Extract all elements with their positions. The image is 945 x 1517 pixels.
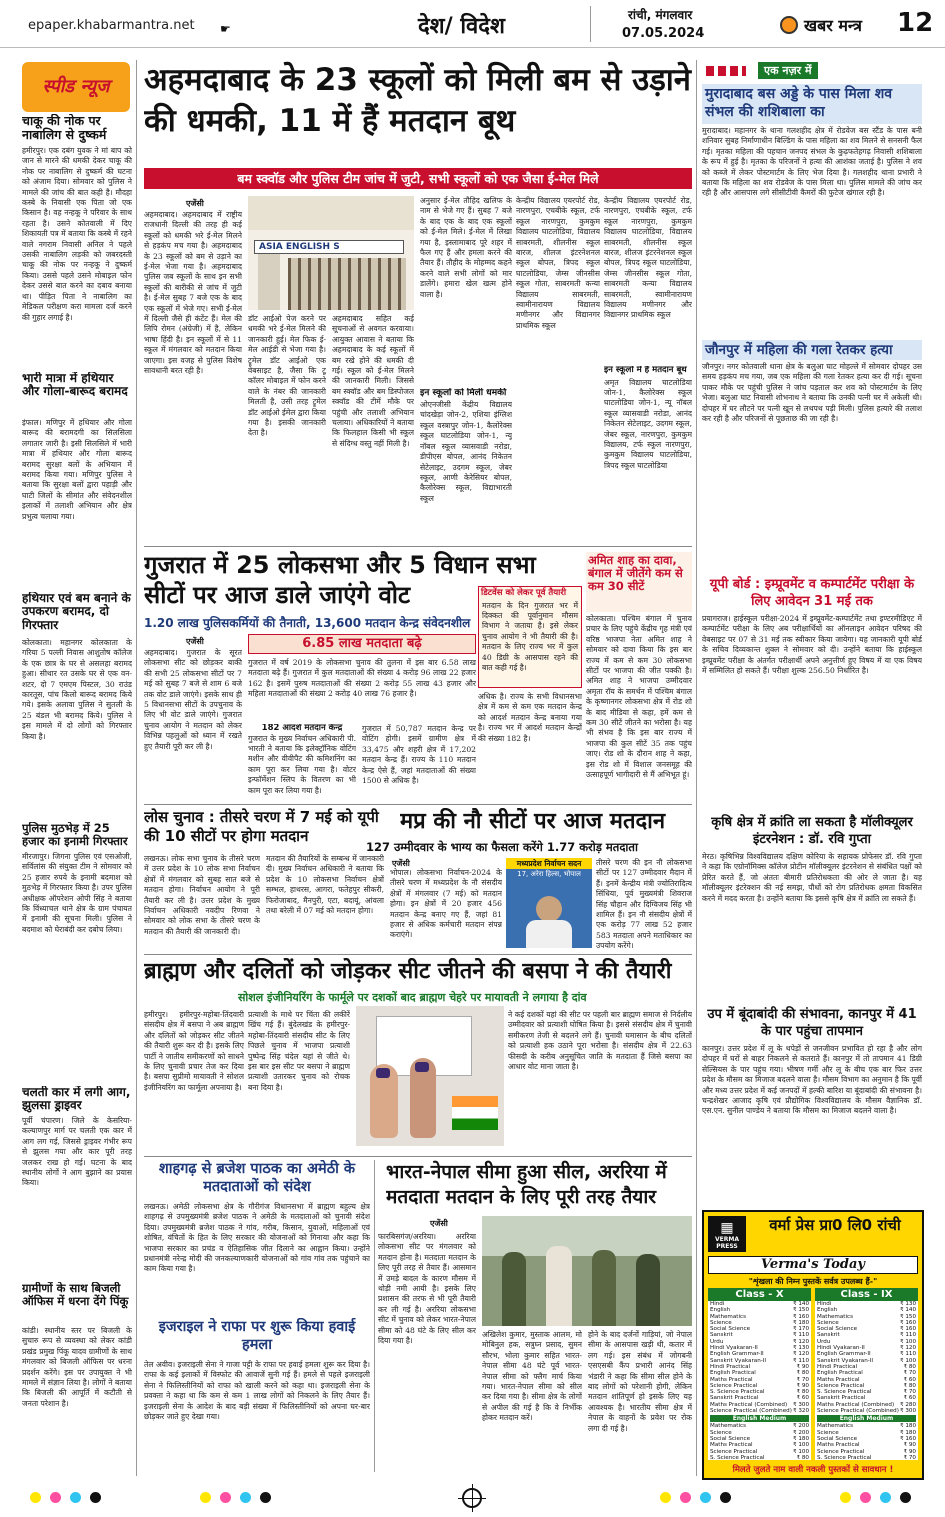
price-item-value: ₹ 140 xyxy=(899,1307,916,1314)
price-item-value: ₹ 70 xyxy=(903,1389,916,1396)
price-item-value: ₹ 70 xyxy=(903,1454,916,1461)
rule-after-bsp xyxy=(144,1156,692,1157)
right-story-text: मेरठ। कृषिभिन्न विश्वविद्यालय दक्षिण कोरिया के सहायक प्रोफेसर डॉ. रवि गुप्ता ने कहा कि एग्रोनॉमिक्स कॉलेज प्रोटीन मॉलीक्यूलर इंटरनेशन से संबंधित पक्षों को प्रेरित करते हैं, जो अंततः बीमारी प्रतिरोधकता की ओर ले जाता है। यह मॉलीक्यूलर इंटरेक्शन की नई समझ, पौधों को रोग प्रतिरोधक क्षमता विकसित करने में मदद करता है। उन्होंने बताया कि इससे कृषि क्षेत्र में क्रांति ला सकते हैं। xyxy=(702,852,922,903)
bsp-subhead: सोशल इंजीनियरिंग के फार्मूले पर दशकों बाद ब्राह्मण चेहरे पर मायावती ने लगाया है दांव xyxy=(238,991,587,1004)
price-item-name: Sanskrit xyxy=(710,1332,733,1339)
brief-text: कोलकाता। महानगर कोलकाता के गरिया 5 पल्ली निवास आशुतोष कॉलेज के एक छात्र के घर से असलहा बरामद हुआ। सीथार रत उसके घर से एक वन- शटर, दो 7 एमएम पिस्टल, 30 राउंड कारतूस, पांच किलो बारूद बरामद किये गये। इसके अलावा पुलिस ने सुतली के 25 बंडल भी बरामद किये। पुलिस ने इस मामले में दो लोगों को गिरफ्तार किया है। xyxy=(22,638,132,741)
bsp-body-2: प्रत्याशी के माथे पर चिंता की लकीरें खिंच गई हैं। बुंदेलखंड के हमीरपुर-महोबा-तिंदवारी संसदीय सीट के लिए पिछले चुनाव में भाजपा प्रत्याशी पुष्पेन्द्र सिंह चंदेल यहां से जीते थे। इस बार इस सीट पर बसपा ने ब्राह्मण प्रत्याशी उतारकर चुनाव को रोचक बना दिया है। xyxy=(248,1010,350,1092)
col-rule-right xyxy=(696,60,697,1476)
reg-dot xyxy=(200,1492,211,1503)
left-brief-5 xyxy=(22,1086,132,1282)
left-brief-4 xyxy=(22,822,132,1082)
price-item-name: Social Science xyxy=(710,1326,751,1333)
photo-officer-2 xyxy=(546,1246,572,1326)
price-item-name: English Grammar-II xyxy=(817,1351,871,1358)
price-item-value: ₹ 80 xyxy=(903,1382,916,1389)
city-day: रांची, मंगलवार xyxy=(628,8,693,22)
price-item-value: ₹ 160 xyxy=(899,1435,916,1442)
brief-title: चलती कार में लगी आग, झुलसा ड्राइवर xyxy=(22,1086,131,1113)
right-story-2 xyxy=(702,340,922,572)
price-item-value: ₹ 90 xyxy=(796,1363,809,1370)
gujarat-body-5: अधिक है। राज्य के सभी विधानसभा क्षेत्र में कम से कम एक मतदान केन्द्र को आदर्श मतदान केन्द्र बनाया गया है। राज्य भर में आदर्श मतदान केन्द्रों की संख्या 182 है। xyxy=(478,692,582,743)
price-item-value: ₹ 100 xyxy=(899,1338,916,1345)
price-item-name: Science xyxy=(817,1319,839,1326)
verma-ad[interactable] xyxy=(702,1210,924,1480)
nepal-credit: एजेंसी xyxy=(430,1219,448,1228)
right-story-3 xyxy=(702,576,922,810)
price-item-name: Maths Practical xyxy=(710,1442,753,1449)
verma-today-brand: Verma's Today xyxy=(761,1257,865,1272)
price-item-name: Hindi Vyakaran-II xyxy=(710,1345,758,1352)
photo-ink-mark-1 xyxy=(376,1068,390,1078)
gujarat-body-2: गुजरात में वर्ष 2019 के लोकसभा चुनाव की तुलना में इस बार 6.58 लाख मतदाता बढ़े हैं। गुजरात में कुल मतदाताओं की संख्या 4 करोड़ 96 लाख 22 हजार 162 है। इसमें पुरुष मतदाताओं की संख्या 2 करोड़ 55 लाख 43 हजार और महिला मतदाताओं की संख्या 2 करोड़ 40 लाख 76 हजार है। xyxy=(248,658,476,699)
class-x-rows xyxy=(708,1301,811,1461)
col-rule-left xyxy=(136,60,137,1476)
lead-subhead: बम स्क्वॉड और पुलिस टीम जांच में जुटी, सभी स्कूलों को एक जैसा ई-मेल मिले xyxy=(237,171,599,186)
lead-subheading-2: इन स्कूलों में हैं मतदान बूथ xyxy=(604,366,687,375)
masthead xyxy=(0,0,945,48)
cursor-icon: ☛ xyxy=(220,22,231,36)
photo-officer-1 xyxy=(502,1252,526,1326)
photo-gate xyxy=(288,258,406,310)
mp-body-1: भोपाल। लोकसभा निर्वाचन-2024 के तीसरे चरण में मध्यप्रदेश के नौ संसदीय क्षेत्रों में मंगलवार (7 मई) को मतदान होगा। इन क्षेत्रों में 20 हजार 456 मतदान केन्द्र बनाए गए हैं, जहां 81 हजार से अधिक कर्मचारी मतदान संपन्न कराएंगे। xyxy=(390,868,502,940)
photo-flag-strip xyxy=(452,1096,498,1130)
class_x-price-row xyxy=(710,1408,809,1414)
price-item-name: Science Practical xyxy=(710,1448,758,1455)
verma-tagline: "शृंखला की निम्न पुस्तकें सर्वत्र उपलब्ध हैं-" xyxy=(748,1277,878,1286)
verma-today-band xyxy=(708,1256,918,1274)
class_ix-price-row xyxy=(817,1455,916,1461)
price-item-value: ₹ 80 xyxy=(796,1370,809,1377)
rule-after-mp xyxy=(144,954,692,955)
gujarat-subhead: 1.20 लाख पुलिसकर्मियों की तैनाती, 13,600 मतदान केन्द्र संवेदनशील xyxy=(144,616,471,630)
price-item-value: ₹ 180 xyxy=(792,1319,809,1326)
brajesh-text: लखनऊ। अमेठी लोकसभा क्षेत्र के गौरीगंज विधानसभा में ब्राह्मण बहुल्य क्षेत्र शाहगढ़ से उपमुख्यमंत्री ब्रजेश पाठक ने अमेठी के मतदाताओं को चुनावी संदेश दिया। उपमुख्यमंत्री ब्रजेश पाठक ने गांव, गरीब, किसान, युवाओं, महिलाओं एवं शोषित, वंचितों के हित के लिए सरकार की योजनाओं को गिनाया और कहा कि भाजपा सरकार का प्रचंड व ऐतिहासिक जीत दिलाने का आह्वान किया। उन्होंने प्रधानमंत्री नरेन्द्र मोदी की जनकल्याणकारी योजनाओं को गांव गांव तक पहुंचाने का काम किया गया है। xyxy=(144,1202,370,1274)
right-story-text: जौनपुर। नगर कोतवाली थाना क्षेत्र के बलुआ घाट मोहल्ले में सोमवार दोपहर उस समय हड़कंप मच गया, जब एक महिला की गला रेतकर हत्या कर दी गई। सूचना पाकर मौके पर पहुंची पुलिस ने जांच पड़ताल कर शव को पोस्टमार्टम के लिए भेजा। बलुआ घाट निवासी शोभनाथ ने बताया कि उनकी पत्नी घर में अकेली थी। दोपहर में घर लौटने पर पत्नी खून से लथपथ पड़ी मिली। पुलिस हत्यारे की तलाश कर रही है और परिजनों से पूछताछ की जा रही है। xyxy=(702,362,922,424)
price-item-value: ₹ 60 xyxy=(903,1395,916,1402)
gujarat-box-title: डिटवेंस को लेकर पूर्व तैयारी xyxy=(481,588,567,598)
left-brief-6 xyxy=(22,1282,132,1476)
price-item-name: Hindi xyxy=(710,1301,725,1307)
up-phase3-headline: लोस चुनाव : तीसरे चरण में 7 मई को यूपी की 10 सीटों पर होगा मतदान xyxy=(144,808,379,845)
price-item-name: S. Science Practical xyxy=(817,1389,872,1396)
reg-dot xyxy=(860,1492,871,1503)
verma-logo-text: VERMA PRESS xyxy=(715,1236,739,1250)
right-story-title: यूपी बोर्ड : इम्प्रूवमेंट व कम्पार्टमेंट परीक्षा के लिए आवेदन 31 मई तक xyxy=(709,577,915,609)
price-item-value: ₹ 150 xyxy=(792,1307,809,1314)
price-item-value: ₹ 80 xyxy=(796,1454,809,1461)
price-item-value: ₹ 70 xyxy=(796,1376,809,1383)
price-item-value: ₹ 100 xyxy=(792,1442,809,1449)
price-item-value: ₹ 160 xyxy=(792,1313,809,1320)
lead-subheading: इन स्कूलों को मिली धमकी xyxy=(420,388,507,398)
photo-ink-mark-2 xyxy=(415,1062,429,1072)
price-item-name: Hindi Practical xyxy=(817,1363,858,1370)
price-item-name: Mathematics xyxy=(817,1313,854,1320)
lead-col-f xyxy=(604,196,692,540)
price-item-name: S. Science Practical xyxy=(710,1454,765,1461)
price-item-name: Sanskrit Vyakaran-II xyxy=(817,1357,874,1364)
url-text[interactable]: epaper.khabarmantra.net xyxy=(28,18,195,33)
class_ix-medium-title: English Medium xyxy=(817,1415,916,1422)
class-ix-title: Class - IX xyxy=(815,1288,918,1301)
price-item-value: ₹ 200 xyxy=(792,1423,809,1430)
mp-photo-caption-2: 17, अरेरा हिल्स, भोपाल xyxy=(517,870,581,878)
price-item-name: Science Practical (Combined) xyxy=(817,1408,899,1415)
price-item-value: ₹ 180 xyxy=(792,1435,809,1442)
price-item-name: Science Practical (Combined) xyxy=(710,1408,792,1415)
mp-photo-body xyxy=(526,920,572,948)
price-item-value: ₹ 90 xyxy=(903,1448,916,1455)
price-item-name: Social Science xyxy=(817,1326,858,1333)
class-x-list xyxy=(708,1288,811,1460)
price-item-name: Maths Practical (Combined) xyxy=(817,1401,895,1408)
nepal-body-3: होने के बाद दर्जनों गाड़ियां, जो नेपाल सीमा के आसपास खड़ी थी, कतार में लग गई। इस संबंध में जोगबनी एसएसबी कैंप प्रभारी आनंद सिंह भंडारी ने कहा कि सीमा सील होने के बाद लोगों को परेशानी होगी, लेकिन मतदान शांतिपूर्ण हो इसके लिए यह आवश्यक है। भारतीय सीमा क्षेत्र में नेपाल के वाहनों के प्रवेश पर रोक लगा दी गई है। xyxy=(588,1330,692,1433)
reg-dot xyxy=(900,1492,911,1503)
gujarat-body-4: गुजरात में 50,787 मतदान केन्द्र पर वोटिंग होगी। इसमें ग्रामीण क्षेत्र में 33,475 और शहरी क्षेत्र में 17,202 मतदान केन्द्र हैं। राज्य के 110 मतदान केन्द्र ऐसे हैं, जहां मतदाताओं की संख्या 1500 से अधिक है। xyxy=(362,724,476,786)
amit-shah-text: कोलकाता। पश्चिम बंगाल में चुनाव प्रचार के लिए पहुंचे केंद्रीय गृह मंत्री एवं वरिष्ठ भाजपा नेता अमित शाह ने सोमवार को दावा किया कि इस बार राज्य में कम से कम 30 लोकसभा सीटों पर भाजपा की जीत पक्की है। अमित शाह ने भाजपा उम्मीदवार अमृता रॉय के समर्थन में पश्चिम बंगाल के कृष्णानगर लोकसभा क्षेत्र में रोड शो के बाद मीडिया से कहा, हमें कम से कम 30 सीटें जीतने का भरोसा है। यह भी संभव है कि इस बार राज्य में भाजपा की कुल सीटें 35 तक पहुंच जाए। रोड शो के दौरान शाह ने कहा, इस रोड शो में विशाल जनसमूह की उत्साहपूर्ण भागीदारी से मैं अभिभूत हूं। xyxy=(586,614,692,780)
nepal-body-2: अखिलेश कुमार, मुस्ताक आलम, मो मोबिनुल हक, सत्रुघ्न प्रसाद, सुमन सौरभ, भोला कुमार सहित भारत-नेपाल सीमा 48 घंटे पूर्व भारत-नेपाल सीमा को फ्लैग मार्च किया गया। भारत-नेपाल सीमा को सील कर दिया गया है। सीमा क्षेत्र के लोगों से अपील की गई है कि वे निर्भीक होकर मतदान करें। xyxy=(482,1330,582,1423)
class_x-medium-title: English Medium xyxy=(710,1415,809,1422)
speed-news-logo xyxy=(22,62,130,112)
price-item-name: Sanskrit xyxy=(817,1332,840,1339)
price-item-value: ₹ 90 xyxy=(796,1382,809,1389)
price-item-value: ₹ 80 xyxy=(903,1363,916,1370)
price-item-value: ₹ 320 xyxy=(792,1408,809,1415)
gujarat-body-1: अहमदाबाद। गुजरात के सूरत लोकसभा सीट को छोड़कर बाकी की सभी 25 लोकसभा सीटों पर 7 मई को सुबह 7 बजे से शाम 6 बजे तक वोट डाले जाएंगे। इसके साथ ही 5 विधानसभा सीटों के उपचुनाव के लिए भी वोट डाले जाएंगे। गुजरात चुनाव आयोग ने मतदान को लेकर विभिन्न पहलुओं को ध्यान में रखते हुए तैयारी पूरी कर ली है। xyxy=(144,648,242,751)
price-item-name: Mathematics xyxy=(710,1313,747,1320)
price-item-value: ₹ 110 xyxy=(792,1357,809,1364)
reg-dot xyxy=(90,1492,101,1503)
lead-col-d xyxy=(420,196,512,540)
right-story-title: जौनपुर में महिला की गला रेतकर हत्या xyxy=(702,340,922,360)
brajesh-headline: शाहगढ़ से ब्रजेश पाठक का अमेठी के मतदाताओं को संदेश xyxy=(158,1161,356,1195)
price-item-name: Urdu xyxy=(710,1338,724,1345)
lead-body-6b: केन्द्रीय विद्यालय एयरपोर्ट रोड, नारणपुरा, एचबीके स्कूल, टर्फ स्कूल नारणपुरा, कुमकुम विद्यालय घाटलोडिया, विद्यालय साबरमती, शीलनीस स्कूल बारज, शीलज इंटरनेशनल स्कूल बोपल, त्रिपद स्कूल घाटलोडिया, जेम्स जीनसीस स्कूल गोता, साबरमती कन्या विद्यालय साबरमती, स्वामीनारायण विद्यालय मणीनगर और विद्यानगर प्राथमिक स्कूल xyxy=(604,196,692,320)
price-item-name: Mathematics xyxy=(817,1423,854,1430)
lead-body-4: अनुसार ई-मेल तौहिद खलिफ के नाम से भेजे गए हैं। सुबह 7 बजे के बाद एक के बाद एक स्कूलों को ई-मेल मिले। ई-मेल में लिखा गया है, इस्लामाबाद पूरे शहर में फैल गए हैं और हमला करने की तैयार हैं। तौहीद के मोहम्मद कहने करने वाले सभी लोगों को मार डालेंगे। हमारा खेल खत्म होने वाला है। xyxy=(420,196,512,299)
reg-dot xyxy=(70,1492,81,1503)
glance-dots xyxy=(706,66,746,76)
price-item-value: ₹ 180 xyxy=(899,1429,916,1436)
price-item-value: ₹ 100 xyxy=(899,1357,916,1364)
brief-title: पुलिस मुठभेड़ में 25 हजार का इनामी गिरफ्तार xyxy=(22,822,128,848)
price-item-name: Science xyxy=(710,1429,732,1436)
gujarat-headline: गुजरात में 25 लोकसभा और 5 विधान सभा सीटों पर आज डाले जाएंगे वोट xyxy=(144,551,536,609)
price-item-name: Science Practical xyxy=(710,1382,758,1389)
price-item-name: English xyxy=(817,1307,838,1314)
price-item-value: ₹ 130 xyxy=(792,1345,809,1352)
right-story-1 xyxy=(702,84,922,336)
bottom-registration-bar xyxy=(0,1484,945,1517)
lead-photo-school xyxy=(248,196,414,310)
mp-credit: एजेंसी xyxy=(392,859,410,868)
price-item-name: Sanskrit Practical xyxy=(817,1395,866,1402)
brief-text: मीरजापुर। जिगना पुलिस एवं एसओजी, सर्विलांस की संयुक्त टीम ने सोमवार को 25 हजार रुपये के इनामी बदमाश को मुठभेड़ में गिरफ्तार किया है। उपर पुलिस अधीक्षक ऑपरेशन ओपी सिंह ने बताया कि विंध्याचल थाने क्षेत्र के ग्राम पंचायत में इनामी की सूचना मिली। पुलिस ने बदमाश को घेराबंदी कर दबोच लिया। xyxy=(22,852,132,934)
price-item-name: Sanskrit Practical xyxy=(710,1395,759,1402)
glance-header xyxy=(702,62,922,80)
price-item-value: ₹ 100 xyxy=(792,1448,809,1455)
price-item-name: English Practical xyxy=(817,1370,863,1377)
rule-after-gujarat xyxy=(144,804,692,805)
price-item-name: S. Science Practical xyxy=(817,1454,872,1461)
price-item-name: Social Science xyxy=(817,1435,858,1442)
amit-shah-headline: अमित शाह का दावा, बंगाल में जीतेंगे कम से कम 30 सीटें xyxy=(586,552,692,612)
reg-dot xyxy=(260,1492,271,1503)
price-item-value: ₹ 130 xyxy=(899,1301,916,1307)
gujarat-highlight-title: 6.85 लाख मतदाता बढ़े xyxy=(302,636,422,651)
israel-text: तेल अवीव। इजराइली सेना ने गाजा पट्टी के राफा पर हवाई हमला शुरू कर दिया है। राफा के कई इलाकों में विस्फोट की आवाजें सुनी गई हैं। हमले से पहले इजराइली सेना ने फिलिस्तीनियों को राफा को खाली करने को कहा था। इजराइली सेना के प्रवक्ता ने कहा था कि कम से कम 1 लाख लोगों को निकलने के लिए तैयार हैं। इजराइली सेना के आदेश के बाद बड़ी संख्या में फिलिस्तीनियों को अपना घर-बार छोड़कर जाते हुए देखा गया। xyxy=(144,1360,370,1422)
photo-sign-text: ASIA ENGLISH S xyxy=(259,242,340,252)
brief-title: भारी मात्रा में हथियार और गोला-बारूद बरामद xyxy=(22,372,128,399)
nepal-headline: भारत-नेपाल सीमा हुआ सील, अररिया में मतदाता मतदान के लिए पूरी तरह तैयार xyxy=(386,1161,667,1208)
brief-title: चाकू की नोक पर नाबालिग से दुष्कर्म xyxy=(22,114,107,142)
gujarat-subheading: 182 आदर्श मतदान केन्द्र xyxy=(261,724,343,733)
photo-sign-board xyxy=(254,240,404,254)
reg-dot xyxy=(660,1492,671,1503)
right-story-text: प्रयागराज। हाईस्कूल परीक्षा-2024 में इम्प्रूवमेंट-कम्पार्टमेंट तथा इण्टरमीडिएट में कम्पार्टमेंट परीक्षा के लिए अब परीक्षार्थियों का ऑनलाइन आवेदन परिषद की वेबसाइट पर 07 से 31 मई तक स्वीकार किया जायेगा। यह जानकारी यूपी बोर्ड के सचिव दिव्यकान्त शुक्ल ने सोमवार को दी। उन्होंने बताया कि हाईस्कूल इम्प्रूवमेंट परीक्षा के अंतर्गत परीक्षार्थी अपने अनुत्तीर्ण हुए विषय में या एक विषय में सम्मिलित हो सकते हैं। परीक्षा शुल्क 256.50 निर्धारित है। xyxy=(702,614,922,676)
up-phase3-body-2: मतदान की तैयारियों के सम्बन्ध में जानकारी दी। मुख्य निर्वाचन अधिकारी ने बताया कि प्रदेश के 10 लोकसभा निर्वाचन क्षेत्रों सम्भल, हाथरस, आगरा, फतेहपुर सीकरी, फिरोजाबाद, मैनपुरी, एटा, बदायूं, आंवला तथा बरेली में 07 मई को मतदान होगा। xyxy=(266,854,384,916)
crosshair-icon xyxy=(462,1488,482,1508)
mp-photo-person xyxy=(536,896,562,922)
mp-photo xyxy=(506,858,592,948)
price-item-name: Science xyxy=(817,1429,839,1436)
mp-photo-caption-1: मध्यप्रदेश निर्वाचन सदन xyxy=(506,858,592,869)
bsp-body-3: ने कई दशकों यहां की सीट पर पहली बार ब्राह्मण समाज से निर्दलीय उम्मीदवार को प्रत्याशी घोषित किया है। इससे संसदीय क्षेत्र में चुनावी समीकरण तेजी से बदलने लगे हैं। चुनावी घमासान के बीच दलितों को प्रत्याशी हक उठाने पूरा भरोसा है। संसदीय क्षेत्र में 22.63 फीसदी के करीब अनुसूचित जाति के मतदाता हैं जिसे बसपा का आधार वोट माना जाता है। xyxy=(508,1010,692,1072)
reg-dot xyxy=(680,1492,691,1503)
rule-brajesh xyxy=(374,1160,375,1472)
class-x-title: Class - X xyxy=(708,1288,811,1301)
rule-after-lead xyxy=(144,546,692,547)
price-item-value: ₹ 110 xyxy=(792,1332,809,1339)
lead-subhead-band xyxy=(144,168,692,189)
bsp-body-1: हमीरपुर। हमीरपुर-महोबा-तिंदवारी संसदीय क्षेत्र में बसपा ने अब ब्राह्मण और दलितों को जोड़कर सीट जीतने की तैयारी शुरू कर दी है। इसके लिए पार्टी ने जातीय समीकरणों को साधने के लिए चुनावी प्रचार तेज कर दिया है। बसपा सुप्रीमो मायावती ने सोशल इंजीनियरिंग का फार्मूला अपनाया है। xyxy=(144,1010,244,1092)
reg-dot xyxy=(720,1492,731,1503)
issue-date: 07.05.2024 xyxy=(622,26,705,41)
nepal-body-1: फारबिसगंज/अररिया। अररिया लोकसभा सीट पर मंगलवार को मतदान होना है। मतदाता मतदान के लिए पूरी तरह से तैयार हैं। आसमान में उमड़े बादल के कारण मौसम में थोड़ी नमी आयी है। इसके लिए प्रशासन की तरफ से भी पूरी तैयारी कर ली गई है। अररिया लोकसभा सीट में चुनाव को लेकर भारत-नेपाल सीमा को 48 घंटे के लिए सील कर दिया गया है। xyxy=(378,1232,476,1346)
price-item-name: Science xyxy=(710,1319,732,1326)
lead-body-6: केन्द्रीय विद्यालय एयरपोर्ट रोड, नारणपुरा, एचबीके स्कूल, टर्फ स्कूल नारणपुरा, कुमकुम विद्यालय घाटलोडिया, विद्यालय साबरमती, शीलनीस स्कूल बारज, शीलज इंटरनेशनल स्कूल बोपल, त्रिपद स्कूल घाटलोडिया, जेम्स जीनसीस स्कूल गोता, साबरमती कन्या विद्यालय साबरमती, स्वामीनारायण विद्यालय मणीनगर और विद्यानगर प्राथमिक स्कूल xyxy=(516,196,600,330)
gujarat-box-text: मतदान के दिन गुजरात भर में दिक्कत की पूर्वानुमान मौसम विभाग ने जताया है। इसे लेकर चुनाव आयोग ने भी तैयारी की है। मतदान के लिए राज्य भर में कुल 40 डिग्री के आसपास रहने की बात कही गई है। xyxy=(482,600,578,672)
page-number: 12 xyxy=(897,8,934,38)
photo-pillar xyxy=(258,254,280,310)
left-brief-3 xyxy=(22,592,132,820)
bsp-photo-voting xyxy=(356,1006,504,1146)
price-item-value: ₹ 300 xyxy=(792,1401,809,1408)
right-story-title: उप में बूंदाबांदी की संभावना, कानपुर में 41 के पार पहुंचा तापमान xyxy=(707,1007,917,1039)
gujarat-credit: एजेंसी xyxy=(186,637,204,646)
price-item-name: Hindi Vyakaran-II xyxy=(817,1345,865,1352)
lead-body-5: ओएनजीसी केंद्रीय विद्यालय चांदखेड़ा जोन-2, एशिया इंग्लिश स्कूल वस्त्रापुर जोन-1, कैलोरेक्स स्कूल घाटलोडिया जोन-1, न्यू नॉबल स्कूल व्यासवाडी नरोडा, डीपीएस बोपल, आनंद निकेतन सेटेलाइट, उदगम स्कूल, जेबर स्कूल, आणी केरेसियर बोपल, कैलोरेक्स स्कूल, विद्याभारती स्कूल xyxy=(420,400,512,503)
mp-body-2: तीसरे चरण की इन नौ लोकसभा सीटों पर 127 उम्मीदवार मैदान में हैं। इनमें केन्द्रीय मंत्री ज्योतिरादित्य सिंधिया, पूर्व मुख्यमंत्री शिवराज सिंह चौहान और दिग्विजय सिंह भी शामिल हैं। इन नौ संसदीय क्षेत्रों में एक करोड़ 77 लाख 52 हजार 583 मतदाता अपने मताधिकार का उपयोग करेंगे। xyxy=(596,858,692,950)
price-item-value: ₹ 120 xyxy=(792,1338,809,1345)
price-item-value: ₹ 90 xyxy=(903,1442,916,1449)
price-item-name: Maths Practical xyxy=(817,1442,860,1449)
nepal-photo-security xyxy=(482,1216,692,1326)
price-item-name: Maths Practical xyxy=(710,1376,753,1383)
price-item-value: ₹ 60 xyxy=(796,1395,809,1402)
brief-text: इंफाल। मणिपुर में हथियार और गोला बारूद की बरामदगी का सिलसिला लगातार जारी है। इसी सिलसिले में भारी मात्रा में हथियार और गोला बारूद बरामद सुरक्षा बलों के अभियान में बरामद किया गया। मणिपुर पुलिस ने बताया कि सुरक्षा बलों द्वारा पहाड़ी और घाटी जिलों के सीमांत और संवेदनशील इलाकों में तलाशी अभियान और क्षेत्र प्रभुत्व चलाया गया। xyxy=(22,418,132,521)
price-item-value: ₹ 200 xyxy=(792,1429,809,1436)
left-brief-1 xyxy=(22,114,132,358)
price-item-name: Urdu xyxy=(817,1338,831,1345)
price-item-name: English Practical xyxy=(710,1370,756,1377)
brief-text: कांडी। स्थानीय स्तर पर बिजली के सुचारु रूप से व्यवस्था को लेकर कांडी प्रखंड प्रमुख पिंकू यादव ग्रामीणों के साथ मंगलवार को बिजली ऑफिस पर धरना प्रदर्शन करेंगे। इस पर उपायुक्त ने भी मामले में संज्ञान लिया है। लोगों ने बताया कि बिजली की आपूर्ति में कटौती से जनता परेशान है। xyxy=(22,1326,132,1408)
price-item-value: ₹ 60 xyxy=(903,1376,916,1383)
price-item-name: Hindi Practical xyxy=(710,1363,751,1370)
gujarat-box xyxy=(478,586,582,688)
mp-subhead: 127 उम्मीदवार के भाग्य का फैसला करेंगे 1.77 करोड़ मतदाता xyxy=(366,840,638,854)
brief-title: ग्रामीणों के साथ बिजली ऑफिस में धरना देंगे पिंकू xyxy=(22,1282,129,1308)
reg-dot xyxy=(220,1492,231,1503)
brand-logo-icon xyxy=(780,16,798,34)
right-story-5 xyxy=(702,1006,922,1204)
price-item-name: English xyxy=(710,1307,731,1314)
gujarat-col-b xyxy=(248,724,356,800)
price-item-value: ₹ 180 xyxy=(899,1423,916,1430)
price-item-value: ₹ 70 xyxy=(903,1370,916,1377)
price-item-value: ₹ 160 xyxy=(899,1319,916,1326)
class-ix-list xyxy=(815,1288,918,1460)
reg-dot xyxy=(30,1492,41,1503)
lead-body-7: अमृत विद्यालय घाटलोडिया जोन-1, कैलोरेक्स स्कूल घाटलोडिया जोन-1, न्यू नॉबल स्कूल व्यासवाडी नरोडा, आनंद निकेतन सेटेलाइट, उदगम स्कूल, जेबर स्कूल, नारणपुरा, कुमकुम विद्यालय, टर्फ स्कूल नारणपुरा, कुमकुम विद्यालय घाटलोडिया, त्रिपद स्कूल घाटलोडिया xyxy=(604,377,692,470)
lead-body-1: अहमदाबाद। अहमदाबाद में राष्ट्रीय राजधानी दिल्ली की तरह ही कई स्कूलों को धमकी भरे ई-मेल मिलने से हड़कंप मच गया है। अहमदाबाद के 23 स्कूलों को बम से उड़ाने का ई-मेल भेजा गया है। अहमदाबाद पुलिस जब स्कूलों के साथ इन सभी स्कूलों की बारीकी से जांच में जुटी है। ई-मेल सुबह 7 बजे एक के बाद एक स्कूलों में भेजे गए। सभी ई-मेल में दिल्ली जैसे ही कंटेंट हैं। मेल की लिपि रोमन (अंग्रेजी) में है, लेकिन भाषा हिंदी है। इन स्कूलों में से 11 स्कूल में मंगलवार को मतदान किया जाएगा। इस वजह से पुलिस विशेष सावधानी बरत रही है। xyxy=(144,210,242,376)
price-item-name: Hindi xyxy=(817,1301,832,1307)
verma-logo xyxy=(708,1216,746,1252)
brand-name: खबर मन्त्र xyxy=(804,16,862,35)
lead-body-2: डॉट आईओ पेज करने पर धमकी भरे ई-मेल मिलने की जानकारी हुई। मेल फिक ई-मेल आईडी से भेजा गया है। ट्रूमेल डॉट आईओ एक वेबसाइट है, जैसा कि टू कॉलर मोबाइल में फोन करने वाले के नंबर की जानकारी मिलती है, उसी तरह ट्रूमेल डॉट आईओ ईमेल द्वारा किया गया है। इसकी जानकारी देता है। xyxy=(248,314,326,438)
masthead-divider xyxy=(590,6,591,42)
brief-text: पूर्वी चंपारण। जिले के केसरिया-कल्याणपुर मार्ग पर चलती एक कार में आग लग गई, जिससे ड्राइवर गंभीर रूप से झुलस गया और कार पूरी तरह जलकर राख हो गई। घटना के बाद स्थानीय लोगों ने आग बुझाने का प्रयास किया। xyxy=(22,1116,132,1188)
gujarat-highlight xyxy=(248,634,476,654)
price-item-value: ₹ 160 xyxy=(899,1326,916,1333)
speed-news-text: स्पीड न्यूज xyxy=(42,76,110,97)
verma-logo-icon: ▦ xyxy=(720,1220,734,1236)
brief-title: हथियार एवं बम बनाने के उपकरण बरामद, दो गिरफ्तार xyxy=(22,592,131,632)
price-item-value: ₹ 300 xyxy=(899,1408,916,1415)
section-title: देश/ विदेश xyxy=(418,14,505,39)
price-item-value: ₹ 120 xyxy=(792,1351,809,1358)
price-item-value: ₹ 280 xyxy=(899,1401,916,1408)
right-story-title: मुरादाबाद बस अड्डे के पास मिला शव संभल की शशिबाला का xyxy=(702,84,922,124)
lead-body-3: अहमदाबाद सहित कई सूचनाओं से अवगत करवाया। आयुक्त आवास ने बताया कि अहमदाबाद के कई स्कूलों में बम रखे होने की धमकी दी गई। स्कूल को ई-मेल मिलने की जानकारी मिली। जिससे बम स्क्वॉड और बम डिस्पोजल स्क्वॉड की टीमें मौके पर पहुंची और तलाशी अभियान चलाया। अधिकारियों ने बताया कि फिलहाल किसी भी स्कूल से संदिग्ध वस्तु नहीं मिली है। xyxy=(332,314,414,448)
price-item-name: English Grammar-II xyxy=(710,1351,764,1358)
price-item-name: Sanskrit Vyakaran-II xyxy=(710,1357,767,1364)
right-story-text: मुरादाबाद। महानगर के थाना गलशहीद क्षेत्र में रोडवेज बस स्टैंड के पास बनी शनिवार सुबह निर्माणाधीन बिल्डिंग के पास महिला का शव मिलने से सनसनी फैल गई। मृतका महिला की पहचान जनपद संभल के कुढ़फतेहगढ़ निवासी शशिबाला के रूप में हुई है। मृतका के परिजनों ने हत्या की आशंका जताई है। पुलिस ने शव को कब्जे में लेकर पोस्टमार्टम के लिए भेज दिया है। गलशहीद थाना प्रभारी ने बताया कि महिला का शव रोडवेज के पास मिला था। पुलिस मामले की जांच कर रही है और आसपास लगे सीसीटीवी कैमरों की फुटेज खंगाल रही है। xyxy=(702,126,922,198)
photo-sky xyxy=(482,1216,692,1256)
glance-label: एक नज़र में xyxy=(758,62,818,79)
left-brief-2 xyxy=(22,372,132,588)
class-ix-rows xyxy=(815,1301,918,1461)
verma-footer: मिलते जुलते नाम वाली नकली पुस्तकों से सावधान ! xyxy=(732,1465,894,1475)
photo-officer-3 xyxy=(592,1250,616,1326)
lead-headline: अहमदाबाद के 23 स्कूलों को मिली बम से उड़ाने की धमकी, 11 में हैं मतदान बूथ xyxy=(144,62,692,139)
right-story-4 xyxy=(702,814,922,1002)
class_x-price-row xyxy=(710,1455,809,1461)
amit-shah-box xyxy=(586,552,692,798)
reg-dot xyxy=(50,1492,61,1503)
price-item-value: ₹ 140 xyxy=(792,1301,809,1307)
price-item-name: Maths Practical (Combined) xyxy=(710,1401,788,1408)
price-item-value: ₹ 80 xyxy=(796,1389,809,1396)
mp-headline: मप्र की नौ सीटों पर आज मतदान xyxy=(400,809,666,834)
reg-dot xyxy=(880,1492,891,1503)
reg-dot xyxy=(700,1492,711,1503)
price-item-name: S. Science Practical xyxy=(710,1389,765,1396)
brief-text: हमीरपुर। एक दबंग युवक ने मां बाप को जान से मारने की धमकी देकर चाकू की नोक पर नाबालिग से दुष्कर्म की घटना को अंजाम दिया। सोमवार को पुलिस ने मामले की जांच की बात कही है। मौदहा कस्बे के निवासी एक पिता जो एक किसान है। वह नन्हकू ने परिवार के साथ रहता है। उसने कोतवाली में दिए शिकायती पत्र में बताया कि कस्बे में रहने वाले नगराम निवासी अनिल ने पहले उसकी नाबालिग लड़की को जबरदस्ती चाकू की नोक पर नन्हकू ने दुष्कर्म किया। उससे पहले उसने मोबाइल फोन देकर उससे बात करने का दबाव बनाया था। पीड़ित पिता ने नाबालिग का मेडिकल परीक्षण करा मामला दर्ज करने की गुहार लगाई है। xyxy=(22,146,132,322)
right-story-title: कृषि क्षेत्र में क्रांति ला सकता है मॉलीक्यूलर इंटरनेशन : डॉ. रवि गुप्ता xyxy=(711,815,913,847)
up-phase3-body-1: लखनऊ। लोक सभा चुनाव के तीसरे चरण में उत्तर प्रदेश के 10 लोक सभा निर्वाचन क्षेत्रों में मंगलवार को सुबह सात बजे से मतदान होगा। निर्वाचन आयोग ने पूरी तैयारी कर ली है। उत्तर प्रदेश के मुख्य निर्वाचन अधिकारी नवदीप रिणवा ने सोमवार को लोक सभा के तीसरे चरण के मतदान की तैयारी की जानकारी दी। xyxy=(144,854,260,936)
photo-officer-4 xyxy=(636,1254,660,1326)
photo-roof xyxy=(248,196,414,230)
price-item-name: Science Practical xyxy=(817,1382,865,1389)
verma-ad-title: वर्मा प्रेस प्रा0 लि0 रांची xyxy=(769,1216,901,1234)
crosshair-v xyxy=(472,1484,473,1512)
price-item-value: ₹ 170 xyxy=(792,1326,809,1333)
reg-dot xyxy=(240,1492,251,1503)
price-item-value: ₹ 110 xyxy=(899,1351,916,1358)
bsp-headline: ब्राह्मण और दलितों को जोड़कर सीट जीतने की बसपा ने की तैयारी xyxy=(144,959,672,984)
israel-headline: इजराइल ने राफा पर शुरू किया हवाई हमला xyxy=(158,1319,356,1353)
right-story-text: कानपुर। उत्तर प्रदेश में लू के थपेड़ों से जनजीवन प्रभावित हो रहा है और लोग दोपहर में घरों से बाहर निकलने से कतराते हैं। कानपुर में तो तापमान 41 डिग्री सेल्सियस के पार पहुंच गया। भीषण गर्मी और लू के बीच एक बार फिर उत्तर प्रदेश के मौसम का मिजाज बदलने वाला है। मौसम विभाग का अनुमान है कि पूर्वी और मध्य उत्तर प्रदेश में कई जनपदों में हल्की बारिश या बूंदाबांदी की संभावना है। चन्द्रशेखर आजाद कृषि एवं प्रौद्योगिक विश्वविद्यालय के मौसम वैज्ञानिक डॉ. एस.एन. सुनील पाण्डेय ने बताया कि मौसम का मिजाज बदलने वाला है। xyxy=(702,1044,922,1116)
price-item-name: Mathematics xyxy=(710,1423,747,1430)
price-item-value: ₹ 120 xyxy=(899,1345,916,1352)
price-item-name: Maths Practical xyxy=(817,1376,860,1383)
class_ix-price-row xyxy=(817,1408,916,1414)
price-item-value: ₹ 110 xyxy=(899,1332,916,1339)
price-item-name: Social Science xyxy=(710,1435,751,1442)
price-item-name: Science Practical xyxy=(817,1448,865,1455)
price-item-value: ₹ 150 xyxy=(899,1313,916,1320)
reg-dot xyxy=(840,1492,851,1503)
lead-credit: एजेंसी xyxy=(186,199,204,208)
gujarat-body-3: गुजरात के मुख्य निर्वाचन अधिकारी पी. भारती ने बताया कि इलेक्ट्रॉनिक वोटिंग मशीन और वीवीपैट की कमिशनिंग का काम पूरा कर लिया गया है। वोटर इन्फॉर्मेशन स्लिप के वितरण का भी काम पूरा कर लिया गया है। xyxy=(248,733,356,795)
